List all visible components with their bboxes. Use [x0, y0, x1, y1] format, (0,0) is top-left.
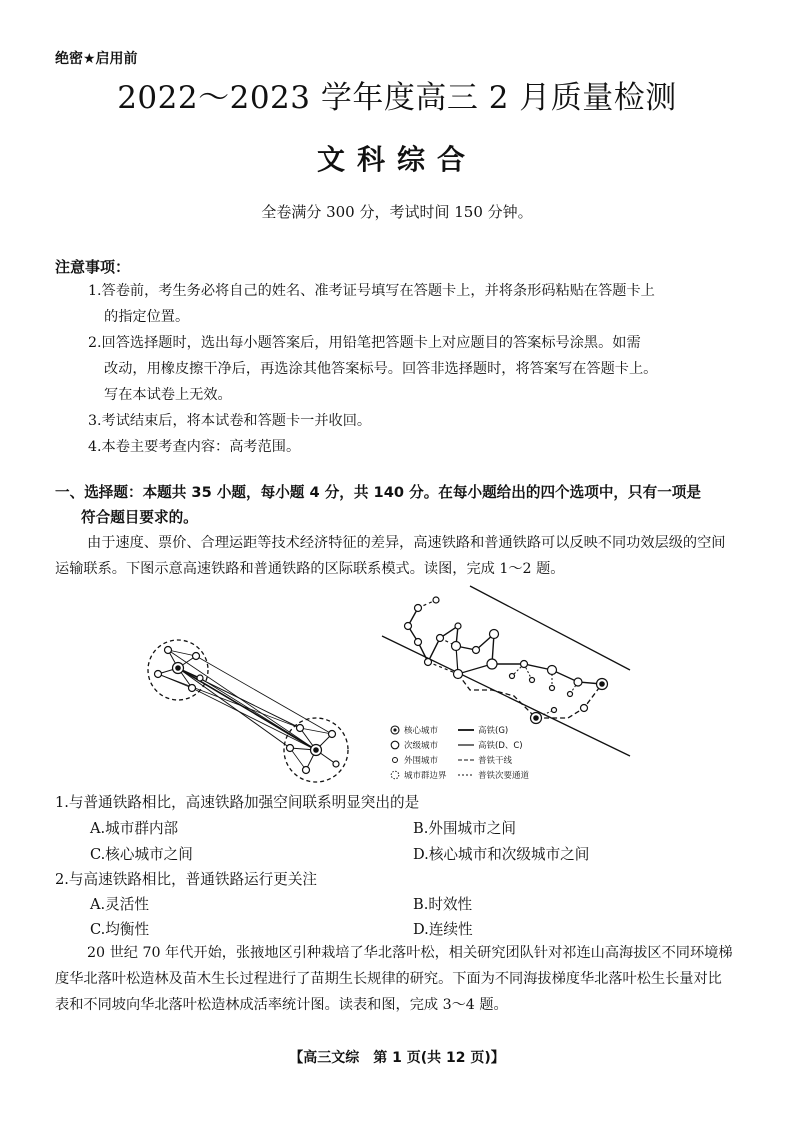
- subject-title: 文科综合: [316, 143, 477, 176]
- notice-line: 1.答卷前，考生务必将自己的姓名、准考证号填写在答题卡上，并将条形码粘贴在答题卡上: [88, 283, 655, 299]
- rail-corridor-nodes: [405, 597, 608, 724]
- legend-rail-secondary: 普铁次要通道: [478, 771, 530, 781]
- hsr-cluster-nodes: [155, 647, 340, 774]
- notice-item-2: [88, 330, 728, 408]
- legend-secondary-city: 次级城市: [404, 741, 439, 751]
- section-line: 符合题目要求的。: [81, 509, 198, 526]
- q2-option-b[interactable]: B.时效性: [413, 896, 473, 913]
- legend-cluster-boundary: 城市群边界: [404, 771, 447, 781]
- notice-item-3: [88, 408, 728, 434]
- legend-outer-city: 外围城市: [404, 756, 439, 766]
- notice-line: 写在本试卷上无效。: [104, 387, 232, 403]
- notice-line: 改动，用橡皮擦干净后，再选涂其他答案标号。回答非选择题时，将答案写在答题卡上。: [104, 361, 658, 377]
- notice-item-4: [88, 434, 728, 460]
- notice-line: 的指定位置。: [104, 309, 190, 325]
- q1-option-d[interactable]: D.核心城市和次级城市之间: [413, 846, 590, 863]
- exam-title: 2022～2023 学年度高三 2 月质量检测: [117, 80, 677, 116]
- passage-2: 20 世纪 70 年代开始，张掖地区引种栽培了华北落叶松，相关研究团队针对祁连山高海拔区不同环境梯度华北落叶松造林及苗木生长过程进行了苗期生长规律的研究。下面为不同海拔梯度华北落叶松生长量对比表和不同坡向华北落叶松造林成活率统计图。读表和图，完成 3～4 题。: [55, 945, 733, 1013]
- legend-rail-main: 普铁干线: [478, 756, 513, 766]
- q1-option-a[interactable]: A.城市群内部: [90, 820, 179, 837]
- page-footer: 【高三文综 第 1 页(共 12 页)】: [289, 1050, 505, 1066]
- notice-line: 2.回答选择题时，选出每小题答案后，用铅笔把答题卡上对应题目的答案标号涂黑。如需: [88, 335, 641, 351]
- confidential-mark: 绝密★启用前: [55, 51, 138, 67]
- question-2-stem: 2.与高速铁路相比，普通铁路运行更关注: [55, 871, 318, 888]
- notice-line: 3.考试结束后，将本试卷和答题卡一并收回。: [88, 413, 372, 429]
- notice-line: 4.本卷主要考查内容：高考范围。: [88, 439, 301, 455]
- legend-hsr-g: 高铁(G): [478, 726, 509, 736]
- score-info: 全卷满分 300 分，考试时间 150 分钟。: [261, 203, 533, 221]
- q1-option-c[interactable]: C.核心城市之间: [90, 846, 193, 863]
- q2-option-c[interactable]: C.均衡性: [90, 921, 150, 938]
- section-line: 一、选择题：本题共 35 小题，每小题 4 分，共 140 分。在每小题给出的四个选项中，只有一项是: [55, 484, 701, 501]
- section-heading: [55, 480, 735, 530]
- legend-core-city: 核心城市: [404, 726, 439, 736]
- rail-network-diagram: [140, 578, 660, 788]
- diagram-legend: [391, 725, 530, 781]
- notice-item-1: [88, 278, 728, 330]
- hsr-cluster-figure: [148, 640, 348, 782]
- question-1-stem: 1.与普通铁路相比，高速铁路加强空间联系明显突出的是: [55, 794, 420, 811]
- q1-option-b[interactable]: B.外围城市之间: [413, 820, 516, 837]
- q2-option-d[interactable]: D.连续性: [413, 921, 473, 938]
- passage-1: 由于速度、票价、合理运距等技术经济特征的差异，高速铁路和普通铁路可以反映不同功效层级的空间运输联系。下图示意高速铁路和普通铁路的区际联系模式。读图，完成 1～2 题。: [55, 535, 726, 577]
- legend-hsr-dc: 高铁(D、C): [478, 741, 523, 751]
- q2-option-a[interactable]: A.灵活性: [90, 896, 149, 913]
- notice-heading: 注意事项：: [55, 258, 131, 276]
